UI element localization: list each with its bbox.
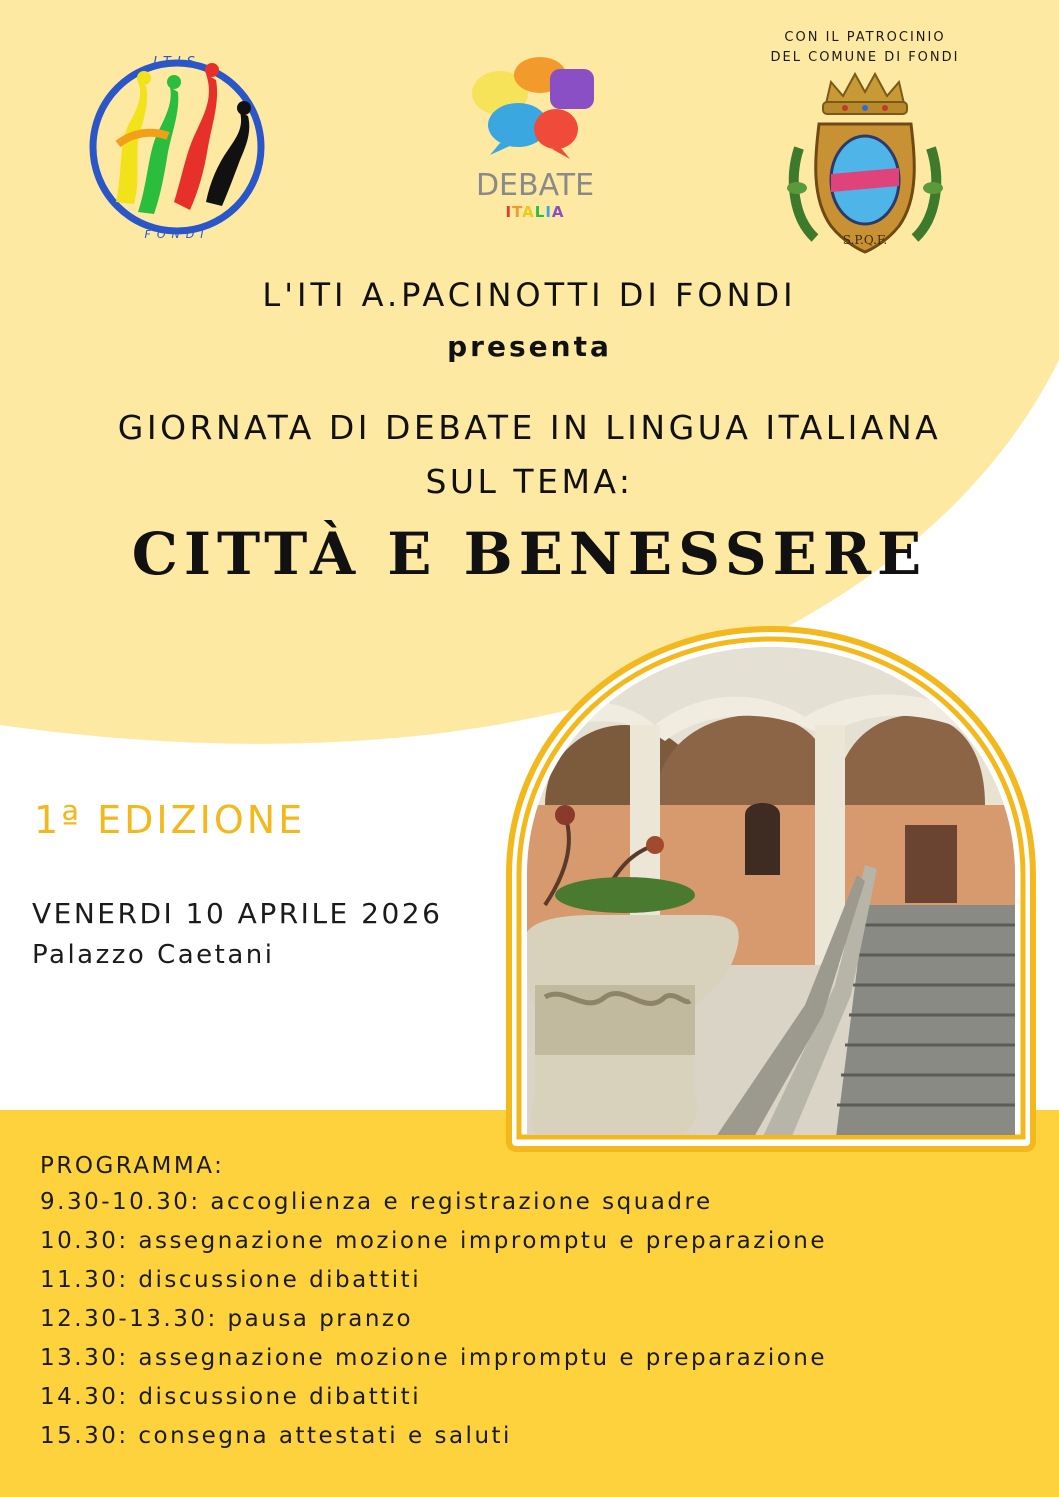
program-item: 14.30: discussione dibattiti	[40, 1384, 422, 1410]
italia-logo-word: ITALIA	[505, 203, 565, 221]
event-date: VENERDI 10 APRILE 2026	[32, 897, 443, 930]
itis-fondi-logo-icon	[78, 52, 276, 242]
debate-italia-logo-icon	[460, 55, 610, 230]
itis-logo-bottom-text: FONDI	[144, 228, 210, 241]
theme-headline: CITTÀ E BENESSERE	[131, 520, 928, 588]
itis-logo-top-text: ITIS	[153, 55, 201, 70]
debate-logo-word: DEBATE	[475, 168, 595, 203]
patronage-line-2: DEL COMUNE DI FONDI	[770, 50, 960, 65]
school-name: L'ITI A.PACINOTTI DI FONDI	[262, 276, 797, 314]
event-title-line-1: GIORNATA DI DEBATE IN LINGUA ITALIANA	[117, 408, 942, 447]
program-section	[40, 1150, 827, 1456]
crest-motto: S.P.Q.F.	[842, 233, 888, 247]
program-item: 9.30-10.30: accoglienza e registrazione squadre	[40, 1189, 713, 1215]
patronage-caption	[740, 28, 990, 68]
patronage-line-1: CON IL PATROCINIO	[784, 30, 946, 45]
presenta-label: presenta	[447, 330, 612, 363]
speech-bubbles-icon	[460, 55, 610, 165]
program-heading: PROGRAMMA:	[40, 1153, 225, 1179]
event-venue: Palazzo Caetani	[32, 940, 275, 970]
program-item: 10.30: assegnazione mozione impromptu e preparazione	[40, 1228, 828, 1254]
program-item: 13.30: assegnazione mozione impromptu e preparazione	[40, 1345, 828, 1371]
edition-label: 1ª EDIZIONE	[34, 798, 306, 842]
event-title-line-2: SUL TEMA:	[425, 462, 634, 501]
program-item: 11.30: discussione dibattiti	[40, 1267, 422, 1293]
program-item: 15.30: consegna attestati e saluti	[40, 1423, 512, 1449]
comune-di-fondi-crest-icon	[785, 68, 945, 258]
program-item: 12.30-13.30: pausa pranzo	[40, 1306, 414, 1332]
palazzo-caetani-photo	[505, 625, 1037, 1153]
